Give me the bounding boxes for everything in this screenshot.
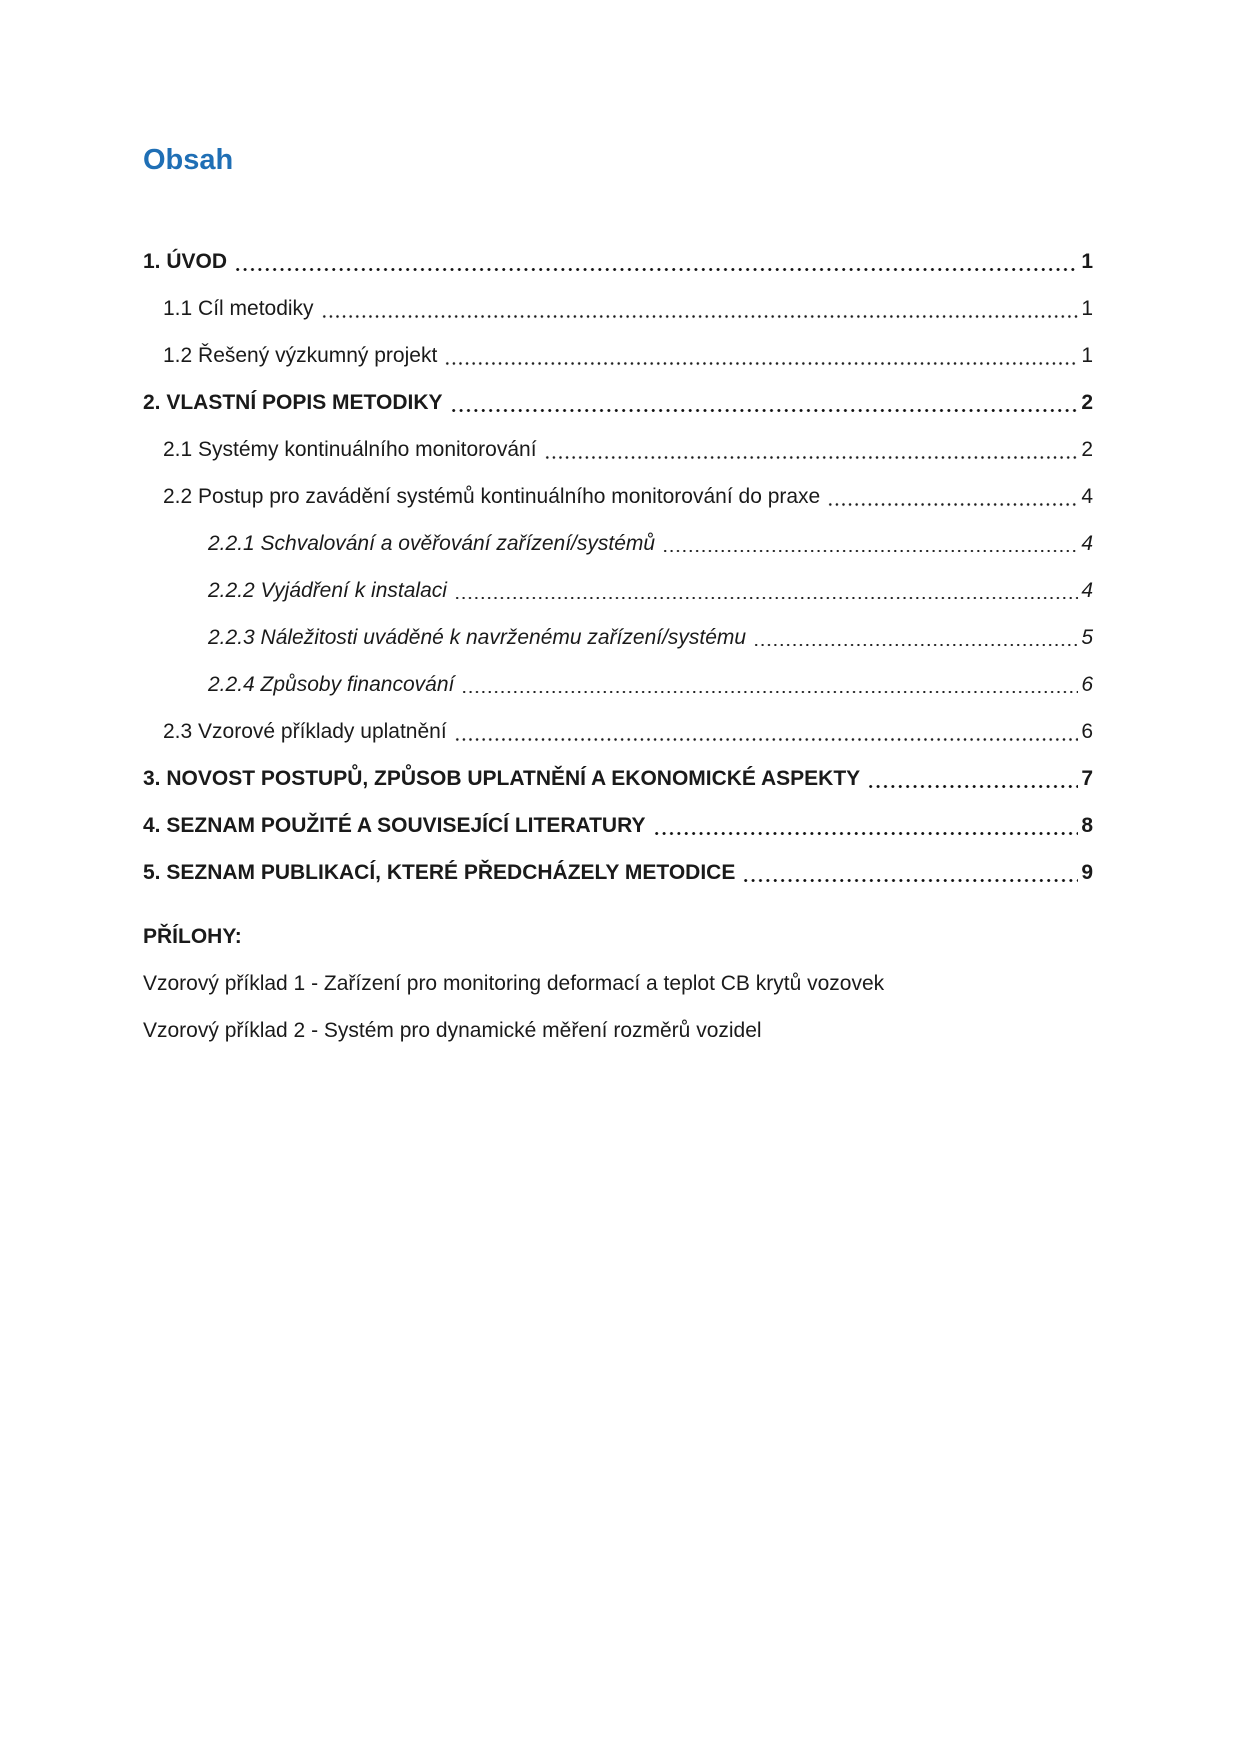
toc-entry-label: 4. SEZNAM POUŽITÉ A SOUVISEJÍCÍ LITERATURY	[143, 813, 646, 837]
toc-entry[interactable]	[143, 849, 1093, 896]
toc-entry-page: 2	[1081, 437, 1093, 461]
toc-entry-label: 2.2.3 Náležitosti uváděné k navrženému zařízení/systému	[208, 625, 747, 649]
toc-entry[interactable]	[143, 614, 1093, 661]
toc-entry-page: 2	[1081, 390, 1093, 414]
dot-leader	[454, 708, 1079, 755]
toc-entry-page: 1	[1081, 296, 1093, 320]
toc-entry[interactable]	[143, 661, 1093, 708]
toc-entry[interactable]	[143, 238, 1093, 285]
toc-entry-page: 9	[1081, 860, 1093, 884]
toc-entry-label: 1.2 Řešený výzkumný projekt	[163, 343, 438, 367]
toc-entry[interactable]	[143, 426, 1093, 473]
dot-leader	[454, 567, 1078, 614]
table-of-contents	[143, 238, 1093, 896]
toc-entry-label: 2.3 Vzorové příklady uplatnění	[163, 719, 447, 743]
toc-entry-label: 2. VLASTNÍ POPIS METODIKY	[143, 390, 443, 414]
toc-entry-label: 2.2.4 Způsoby financování	[208, 672, 455, 696]
toc-entry-label: 2.2.2 Vyjádření k instalaci	[208, 578, 447, 602]
toc-entry-label: 2.2 Postup pro zavádění systémů kontinuálního monitorování do praxe	[163, 484, 821, 508]
toc-entry-page: 6	[1081, 719, 1093, 743]
toc-entry-label: 1. ÚVOD	[143, 249, 228, 273]
toc-entry-page: 4	[1081, 531, 1093, 555]
dot-leader	[867, 755, 1078, 802]
toc-entry[interactable]	[143, 708, 1093, 755]
toc-entry-page: 5	[1081, 625, 1093, 649]
toc-entry-page: 7	[1081, 766, 1093, 790]
dot-leader	[234, 238, 1078, 285]
toc-entry-label: 2.1 Systémy kontinuálního monitorování	[163, 437, 537, 461]
toc-entry-page: 1	[1081, 249, 1093, 273]
dot-leader	[742, 849, 1078, 896]
dot-leader	[827, 473, 1078, 520]
toc-entry-page: 1	[1081, 343, 1093, 367]
toc-entry[interactable]	[143, 802, 1093, 849]
dot-leader	[444, 332, 1078, 379]
toc-entry[interactable]	[143, 520, 1093, 567]
dot-leader	[321, 285, 1079, 332]
toc-entry-page: 8	[1081, 813, 1093, 837]
appendix-heading: PŘÍLOHY:	[143, 925, 242, 948]
dot-leader	[544, 426, 1079, 473]
dot-leader	[450, 379, 1079, 426]
toc-entry-label: 3. NOVOST POSTUPŮ, ZPŮSOB UPLATNĚNÍ A EKONOMICKÉ ASPEKTY	[143, 766, 861, 790]
appendix-items	[143, 969, 1093, 1045]
dot-leader	[653, 802, 1079, 849]
toc-entry-label: 5. SEZNAM PUBLIKACÍ, KTERÉ PŘEDCHÁZELY METODICE	[143, 860, 736, 884]
toc-entry[interactable]	[143, 332, 1093, 379]
toc-entry-label: 2.2.1 Schvalování a ověřování zařízení/systémů	[208, 531, 656, 555]
toc-entry-page: 4	[1081, 578, 1093, 602]
dot-leader	[662, 520, 1078, 567]
toc-entry-page: 4	[1081, 484, 1093, 508]
appendix-section	[143, 922, 1093, 1045]
toc-entry[interactable]	[143, 285, 1093, 332]
dot-leader	[461, 661, 1078, 708]
appendix-item: Vzorový příklad 2 - Systém pro dynamické měření rozměrů vozidel	[143, 1019, 762, 1042]
toc-entry[interactable]	[143, 473, 1093, 520]
toc-entry-label: 1.1 Cíl metodiky	[163, 296, 314, 320]
toc-entry[interactable]	[143, 567, 1093, 614]
toc-entry[interactable]	[143, 379, 1093, 426]
dot-leader	[753, 614, 1078, 661]
appendix-item: Vzorový příklad 1 - Zařízení pro monitoring deformací a teplot CB krytů vozovek	[143, 972, 885, 995]
toc-entry-page: 6	[1081, 672, 1093, 696]
toc-entry[interactable]	[143, 755, 1093, 802]
page-title: Obsah	[143, 144, 234, 176]
